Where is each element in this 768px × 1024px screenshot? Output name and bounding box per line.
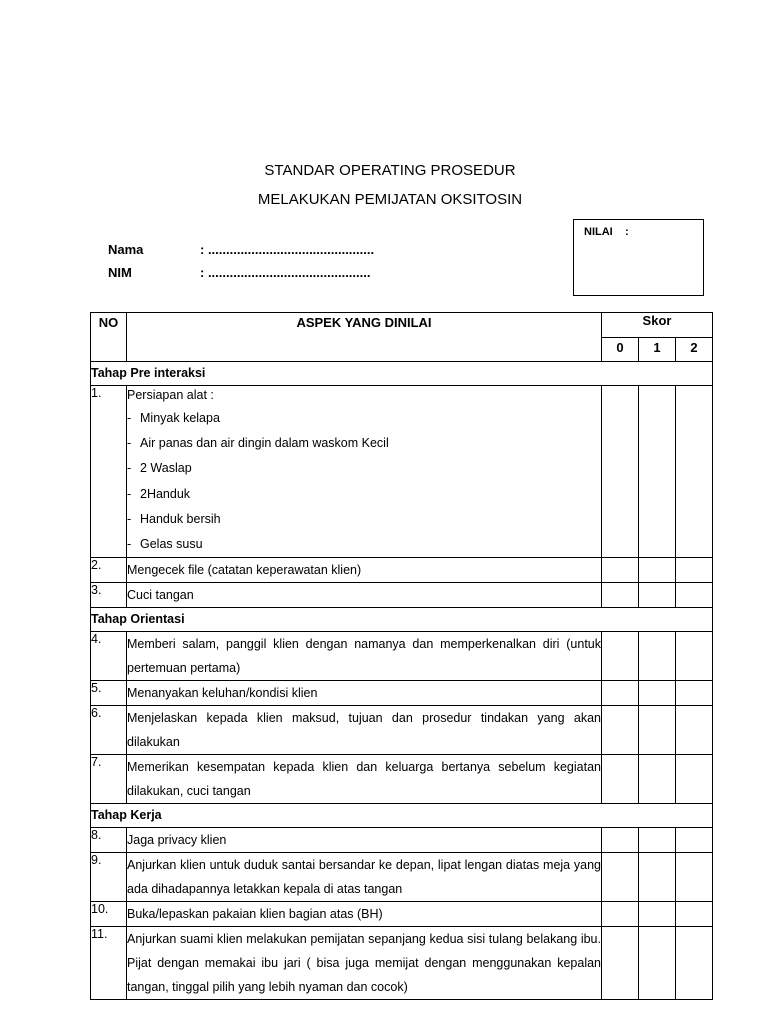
header-no: NO bbox=[91, 313, 127, 362]
equipment-item-label: Handuk bersih bbox=[140, 511, 221, 526]
equipment-item bbox=[127, 532, 601, 557]
score-cell-1[interactable] bbox=[639, 632, 676, 681]
aspect-cell bbox=[127, 681, 602, 706]
row-number: 3. bbox=[91, 583, 127, 608]
aspect-cell bbox=[127, 558, 602, 583]
score-cell-1[interactable] bbox=[639, 706, 676, 755]
nim-value: : ............................................. bbox=[200, 265, 371, 280]
nilai-box bbox=[573, 219, 704, 296]
aspect-cell bbox=[127, 386, 602, 558]
aspect-text: Memerikan kesempatan kepada klien dan keluarga bertanya sebelum kegiatan dilakukan, cuci tangan bbox=[127, 760, 601, 799]
equipment-item-label: 2 Waslap bbox=[140, 461, 192, 476]
section-title: Tahap Pre interaksi bbox=[91, 362, 713, 386]
aspect-cell bbox=[127, 927, 602, 1000]
aspect-text: Anjurkan klien untuk duduk santai bersandar ke depan, lipat lengan diatas meja yang ada dihadapannya letakkan kepala di atas tangan bbox=[127, 858, 601, 897]
row-number: 10. bbox=[91, 902, 127, 927]
score-cell-1[interactable] bbox=[639, 681, 676, 706]
score-cell-1[interactable] bbox=[639, 853, 676, 902]
nim-label: NIM bbox=[108, 265, 132, 280]
score-cell-0[interactable] bbox=[602, 583, 639, 608]
section-row bbox=[91, 362, 713, 386]
list-dash: - bbox=[127, 411, 132, 425]
nama-label: Nama bbox=[108, 242, 144, 257]
aspect-cell bbox=[127, 828, 602, 853]
table-row bbox=[91, 706, 713, 755]
aspect-text: Jaga privacy klien bbox=[127, 833, 227, 848]
row-number: 8. bbox=[91, 828, 127, 853]
header-score-2: 2 bbox=[676, 338, 713, 362]
equipment-item bbox=[127, 431, 601, 456]
list-dash: - bbox=[127, 436, 132, 451]
score-cell-1[interactable] bbox=[639, 902, 676, 927]
row-number: 6. bbox=[91, 706, 127, 755]
score-cell-2[interactable] bbox=[676, 755, 713, 804]
aspect-text: Menanyakan keluhan/kondisi klien bbox=[127, 686, 318, 701]
assessment-table bbox=[90, 312, 713, 1000]
table-row bbox=[91, 755, 713, 804]
table-row bbox=[91, 828, 713, 853]
document-title: STANDAR OPERATING PROSEDUR bbox=[264, 162, 516, 179]
header-aspek: ASPEK YANG DINILAI bbox=[127, 313, 602, 362]
score-cell-0[interactable] bbox=[602, 681, 639, 706]
aspect-text: Memberi salam, panggil klien dengan namanya dan memperkenalkan diri (untuk pertemuan pertama) bbox=[127, 637, 601, 676]
aspect-cell bbox=[127, 632, 602, 681]
score-cell-2[interactable] bbox=[676, 583, 713, 608]
score-cell-2[interactable] bbox=[676, 853, 713, 902]
table-row bbox=[91, 853, 713, 902]
list-dash: - bbox=[127, 461, 132, 476]
table-row bbox=[91, 681, 713, 706]
section-title: Tahap Orientasi bbox=[91, 608, 713, 632]
row-number: 4. bbox=[91, 632, 127, 681]
row-number: 5. bbox=[91, 681, 127, 706]
aspect-text: Menjelaskan kepada klien maksud, tujuan dan prosedur tindakan yang akan dilakukan bbox=[127, 711, 601, 750]
list-dash: - bbox=[127, 486, 132, 501]
score-cell-2[interactable] bbox=[676, 902, 713, 927]
aspect-text: Anjurkan suami klien melakukan pemijatan sepanjang kedua sisi tulang belakang ibu. Pijat dengan memakai ibu jari ( bisa juga memijat dengan menggunakan kepalan tangan, tinggal pilih yang lebih nyaman dan cocok) bbox=[127, 932, 601, 995]
score-cell-0[interactable] bbox=[602, 828, 639, 853]
table-row bbox=[91, 558, 713, 583]
section-row bbox=[91, 608, 713, 632]
score-cell-2[interactable] bbox=[676, 927, 713, 1000]
table-row bbox=[91, 583, 713, 608]
score-cell-1[interactable] bbox=[639, 927, 676, 1000]
equipment-item-label: Air panas dan air dingin dalam waskom Kecil bbox=[140, 436, 389, 451]
score-cell-1[interactable] bbox=[639, 828, 676, 853]
list-dash: - bbox=[127, 511, 132, 526]
table-row bbox=[91, 927, 713, 1000]
row-number: 9. bbox=[91, 853, 127, 902]
equipment-item-label: 2Handuk bbox=[140, 486, 191, 501]
equipment-item bbox=[127, 507, 601, 532]
score-cell-0[interactable] bbox=[602, 386, 639, 558]
aspect-cell bbox=[127, 755, 602, 804]
section-row bbox=[91, 804, 713, 828]
header-skor: Skor bbox=[602, 313, 713, 338]
score-cell-2[interactable] bbox=[676, 681, 713, 706]
score-cell-0[interactable] bbox=[602, 902, 639, 927]
aspect-cell bbox=[127, 853, 602, 902]
score-cell-1[interactable] bbox=[639, 558, 676, 583]
score-cell-1[interactable] bbox=[639, 755, 676, 804]
section-title: Tahap Kerja bbox=[91, 804, 713, 828]
list-dash: - bbox=[127, 537, 132, 552]
score-cell-0[interactable] bbox=[602, 558, 639, 583]
nama-value: : .............................................. bbox=[200, 242, 375, 257]
score-cell-0[interactable] bbox=[602, 706, 639, 755]
equipment-item bbox=[127, 482, 601, 507]
score-cell-1[interactable] bbox=[639, 583, 676, 608]
row-number: 1. bbox=[91, 386, 127, 558]
row-number: 11. bbox=[91, 927, 127, 1000]
aspect-cell bbox=[127, 583, 602, 608]
aspect-text: Buka/lepaskan pakaian klien bagian atas (BH) bbox=[127, 907, 383, 922]
equipment-item bbox=[127, 456, 601, 481]
score-cell-0[interactable] bbox=[602, 927, 639, 1000]
score-cell-2[interactable] bbox=[676, 828, 713, 853]
score-cell-1[interactable] bbox=[639, 386, 676, 558]
score-cell-2[interactable] bbox=[676, 706, 713, 755]
header-score-1: 1 bbox=[639, 338, 676, 362]
score-cell-2[interactable] bbox=[676, 632, 713, 681]
score-cell-2[interactable] bbox=[676, 386, 713, 558]
aspect-cell bbox=[127, 706, 602, 755]
score-cell-0[interactable] bbox=[602, 755, 639, 804]
table-row bbox=[91, 902, 713, 927]
table-row bbox=[91, 386, 713, 558]
aspect-text: Cuci tangan bbox=[127, 588, 194, 603]
score-cell-0[interactable] bbox=[602, 853, 639, 902]
row-number: 7. bbox=[91, 755, 127, 804]
score-cell-2[interactable] bbox=[676, 558, 713, 583]
equipment-item-label: Gelas susu bbox=[140, 537, 203, 552]
row-number: 2. bbox=[91, 558, 127, 583]
aspect-text: Mengecek file (catatan keperawatan klien) bbox=[127, 563, 362, 578]
table-row bbox=[91, 632, 713, 681]
aspect-text: Persiapan alat : bbox=[127, 388, 214, 402]
aspect-cell bbox=[127, 902, 602, 927]
equipment-item-label: Minyak kelapa bbox=[140, 411, 220, 425]
header-score-0: 0 bbox=[602, 338, 639, 362]
equipment-item bbox=[127, 406, 601, 431]
nilai-label: NILAI : bbox=[584, 226, 629, 238]
score-cell-0[interactable] bbox=[602, 632, 639, 681]
document-subtitle: MELAKUKAN PEMIJATAN OKSITOSIN bbox=[257, 191, 523, 208]
